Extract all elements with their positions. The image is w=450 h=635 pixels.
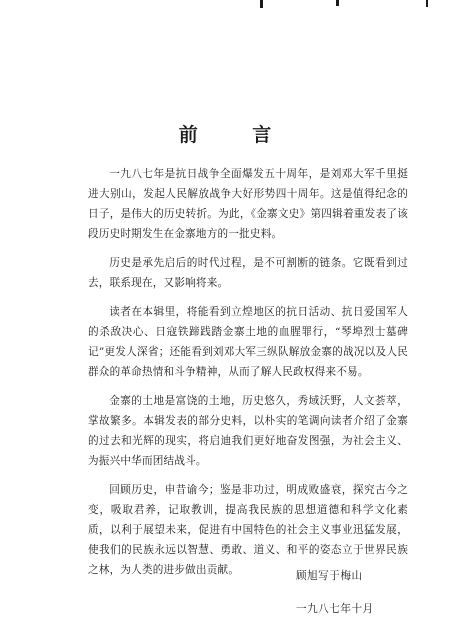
page-title: 前 言 <box>178 124 296 146</box>
scan-edge-mark <box>336 0 339 6</box>
paragraph-4: 金寨的土地是富饶的土地，历史悠久，秀域沃野，人文荟萃，掌故繁多。本辑发表的部分史料，以朴实的笔调向读者介绍了金寨的过去和光辉的现实，将启迪我们更好地奋发图强，为社会主义、为振兴中华而团结战斗。 <box>88 395 408 467</box>
paragraph-1: 一九八七年是抗日战争全面爆发五十周年，是刘邓大军千里挺进大别山，发起人民解放战争大好形势四十周年。这是值得纪念的日子，是伟大的历史转折。为此，《金寨文史》第四辑着重发表了该段历史时期发生在金寨地方的一批史料。 <box>88 168 408 240</box>
preface-body <box>88 164 408 589</box>
signature-author: 顾旭写于梅山 <box>296 570 363 582</box>
paragraph-5: 回顾历史，申昔谕今；鉴是非功过，明成败盛衰，探究古今之变，吸取君养，记取教训，提高我民族的思想道德和科学文化素质，以利于展望未来，促进有中国特色的社会主义事业迅猛发展，使我们的民族永远以智慧、勇敢、道义、和平的姿态立于世界民族之林，为人类的进步做出贡献。 <box>88 484 408 576</box>
signature-date: 一九八七年十月 <box>296 603 374 615</box>
paragraph-2: 历史是承先启后的时代过程，是不可割断的链条。它既看到过去，联系现在，又影响将来。 <box>88 257 408 289</box>
scan-edge-mark <box>260 0 263 8</box>
scan-edge-mark <box>426 0 428 7</box>
paragraph-3: 读者在本辑里，将能看到立煌地区的抗日活动、抗日爱国军人的杀敌决心、日寇铁蹄践踏金寨土地的血腥罪行，“琴埠烈士墓碑记”更发人深省；还能看到刘邓大军三纵队解放金寨的战况以及人民群众的革命热情和斗争精神，从而了解人民政权得来不易。 <box>88 306 408 378</box>
